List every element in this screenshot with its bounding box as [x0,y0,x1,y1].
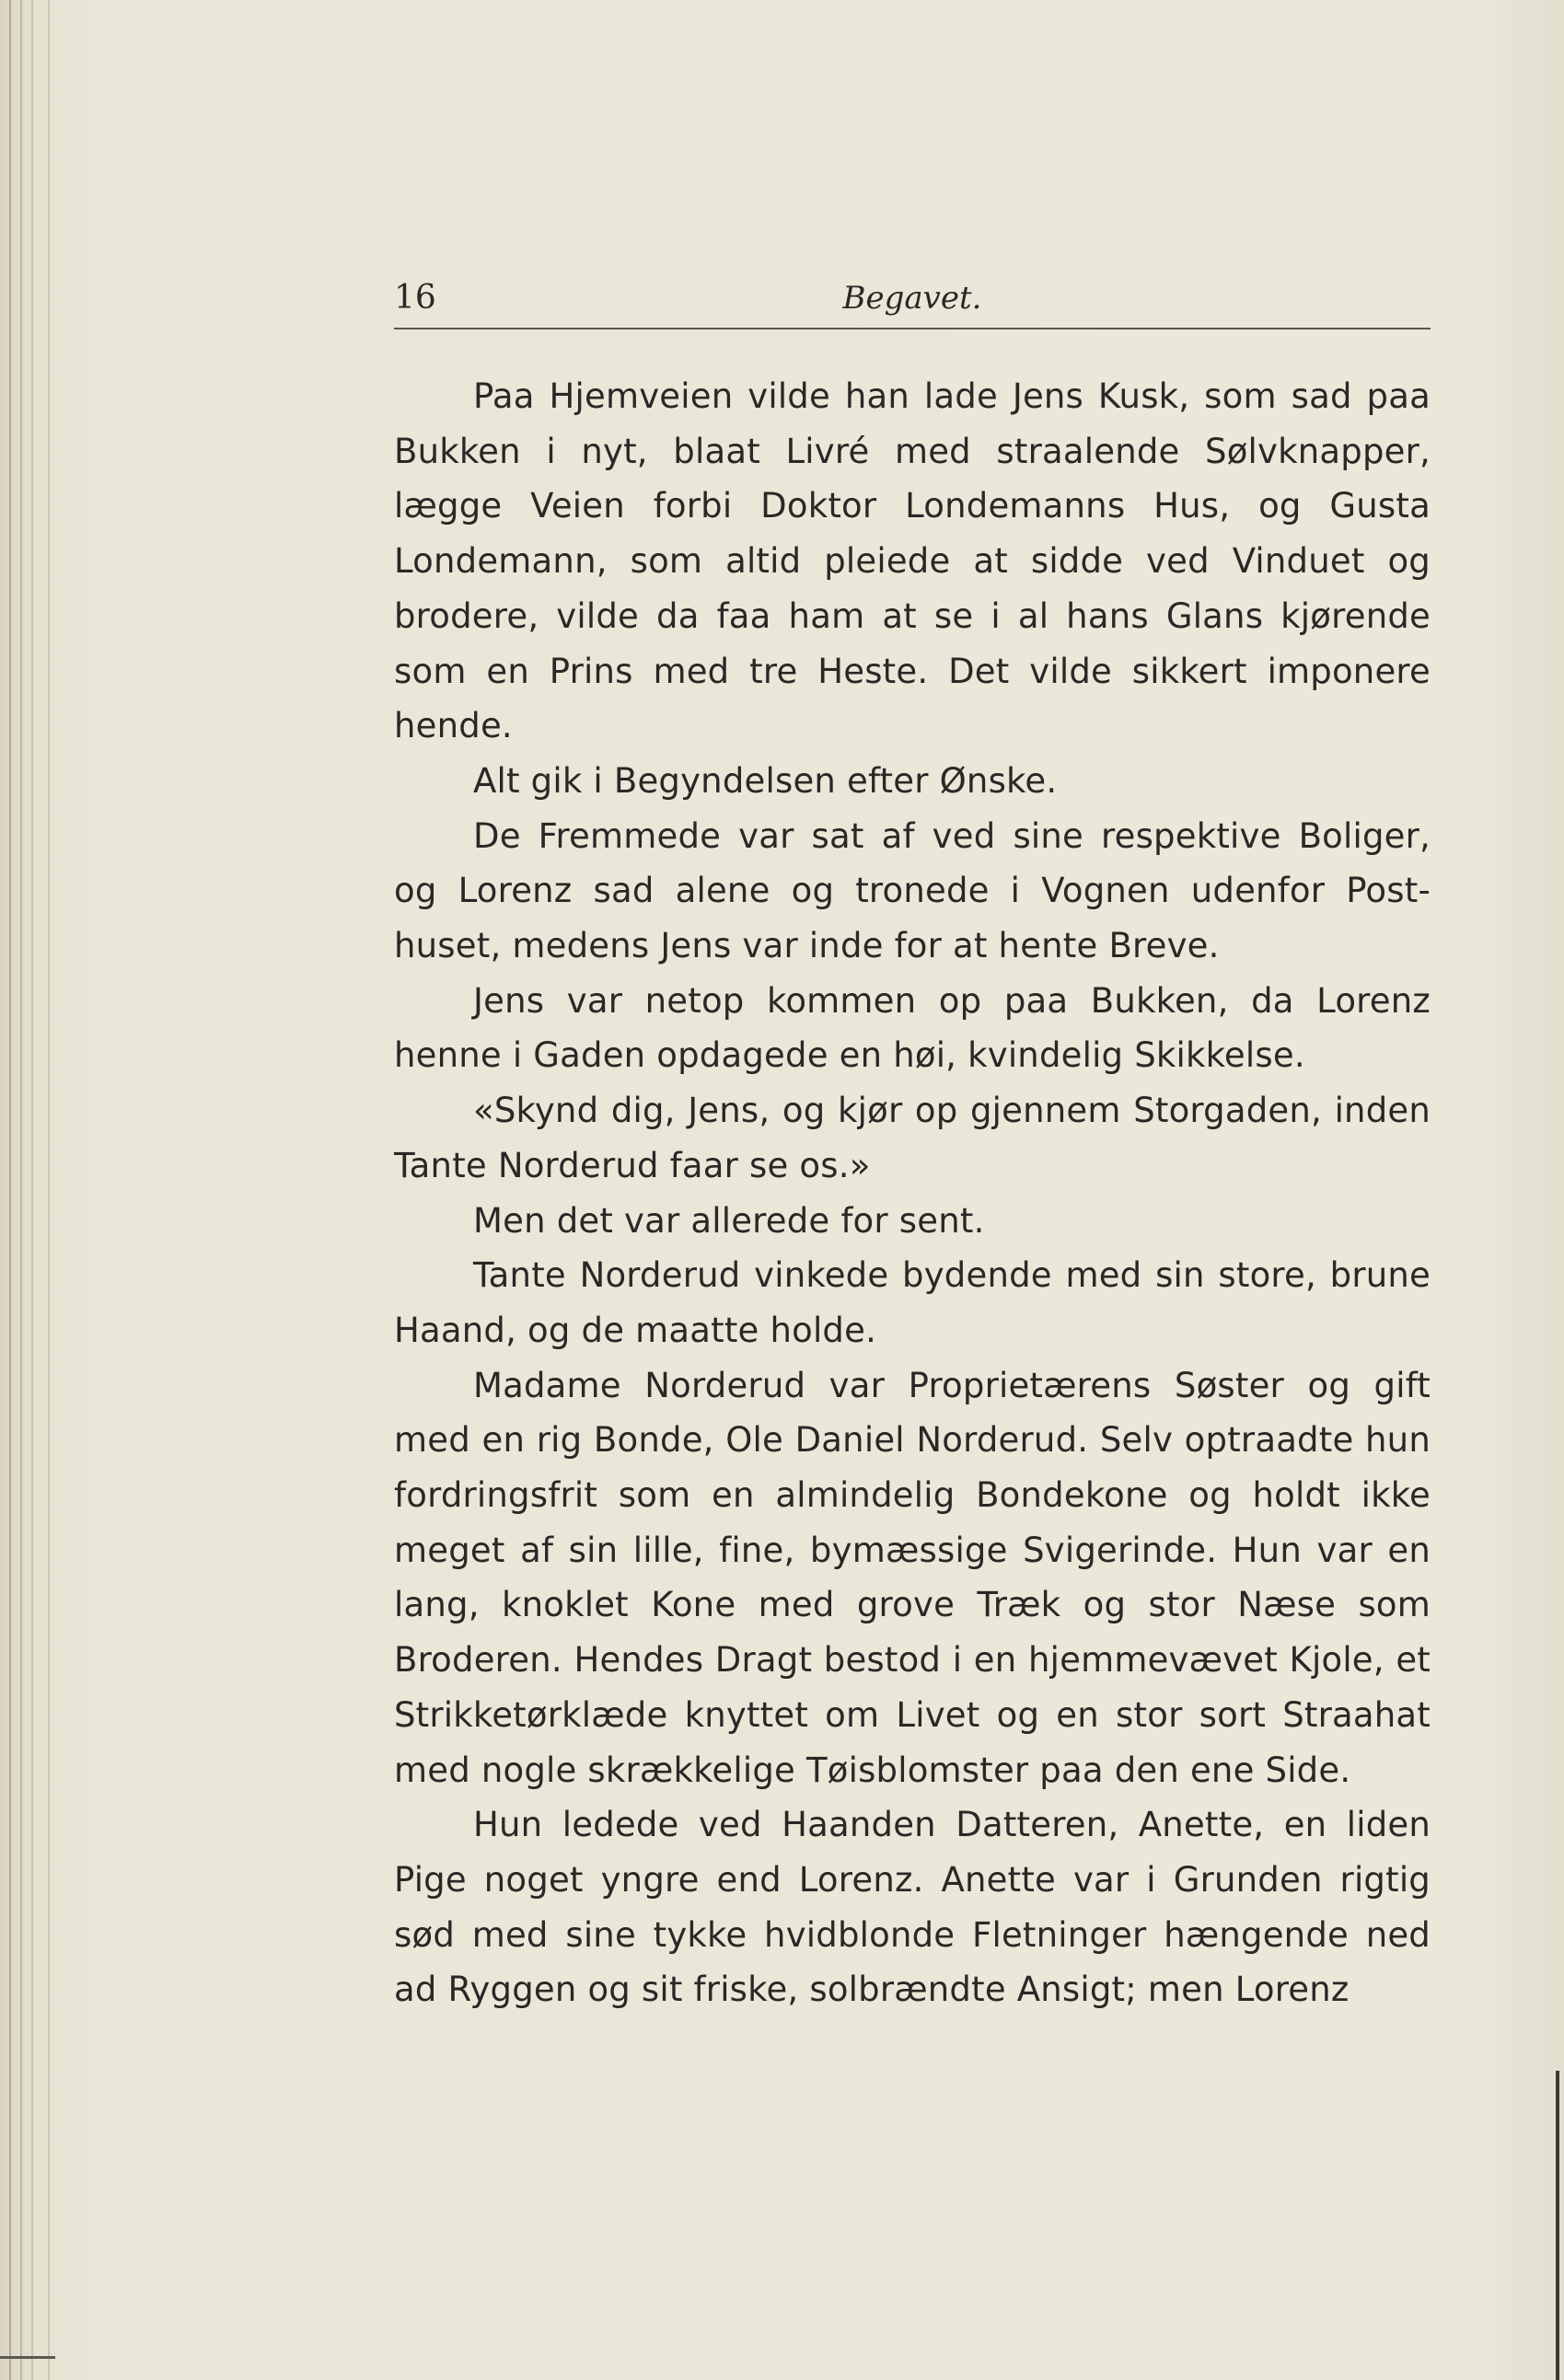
running-title: Begavet. [842,280,982,317]
paragraph: Alt gik i Begyndelsen efter Ønske. [473,760,1058,801]
paragraph: Hun ledede ved Haanden Datteren, Anette, en liden Pige noget yngre end Lorenz. Anette var i Grunden rigtig sød med sine tykke hvidblonde Fletninger hængende ned ad Ryggen og sit friske, solbrændte Ansigt; men Lorenz [394,1805,1431,2010]
paragraph: Madame Norderud var Proprietærens Søster og gift med en rig Bonde, Ole Daniel Norderud. Selv optraadte hun fordringsfrit som en almindelig Bondekone og holdt ikke meget af sin lille, fine, bymæssige Svigerinde. Hun var en lang, knoklet Kone med grove Træk og stor Næse som Broderen. Hendes Dragt bestod i en hjemmevævet Kjole, et Strikketørklæde knyttet om Livet og en stor sort Straahat med nogle skrækkelige Tøisblomster paa den ene Side. [394,1365,1431,1790]
page-number: 16 [394,279,436,317]
body-text [394,369,1431,2017]
paragraph: Tante Norderud vinkede bydende med sin store, brune Haand, og de maatte holde. [394,1255,1431,1350]
paragraph: «Skynd dig, Jens, og kjør op gjennem Storgaden, inden Tante Norderud faar se os.» [394,1091,1431,1185]
paragraph: Paa Hjemveien vilde han lade Jens Kusk, som sad paa Bukken i nyt, blaat Livré med straalende Sølvknapper, lægge Veien forbi Doktor Londemanns Hus, og Gusta Londemann, som altid pleiede at sidde ved Vinduet og brodere, vilde da faa ham at se i al hans Glans kjørende som en Prins med tre Heste. Det vilde sikkert imponere hende. [394,376,1431,746]
page-edge-line [9,0,11,2380]
page-edge-line [1556,2071,1559,2380]
page-edge-line [20,0,22,2380]
page-edge-line [48,0,50,2380]
paragraph: De Fremmede var sat af ved sine respektive Boliger, og Lorenz sad alene og tronede i Vognen udenfor Post-huset, medens Jens var inde for at hente Breve. [394,815,1431,966]
running-header [394,276,1431,329]
paragraph: Men det var allerede for sent. [473,1200,985,1241]
page-edge-line [31,0,33,2380]
page-edge-mark [0,2356,55,2359]
paragraph: Jens var netop kommen op paa Bukken, da Lorenz henne i Gaden opdagede en høi, kvindelig Skikkelse. [394,980,1431,1076]
